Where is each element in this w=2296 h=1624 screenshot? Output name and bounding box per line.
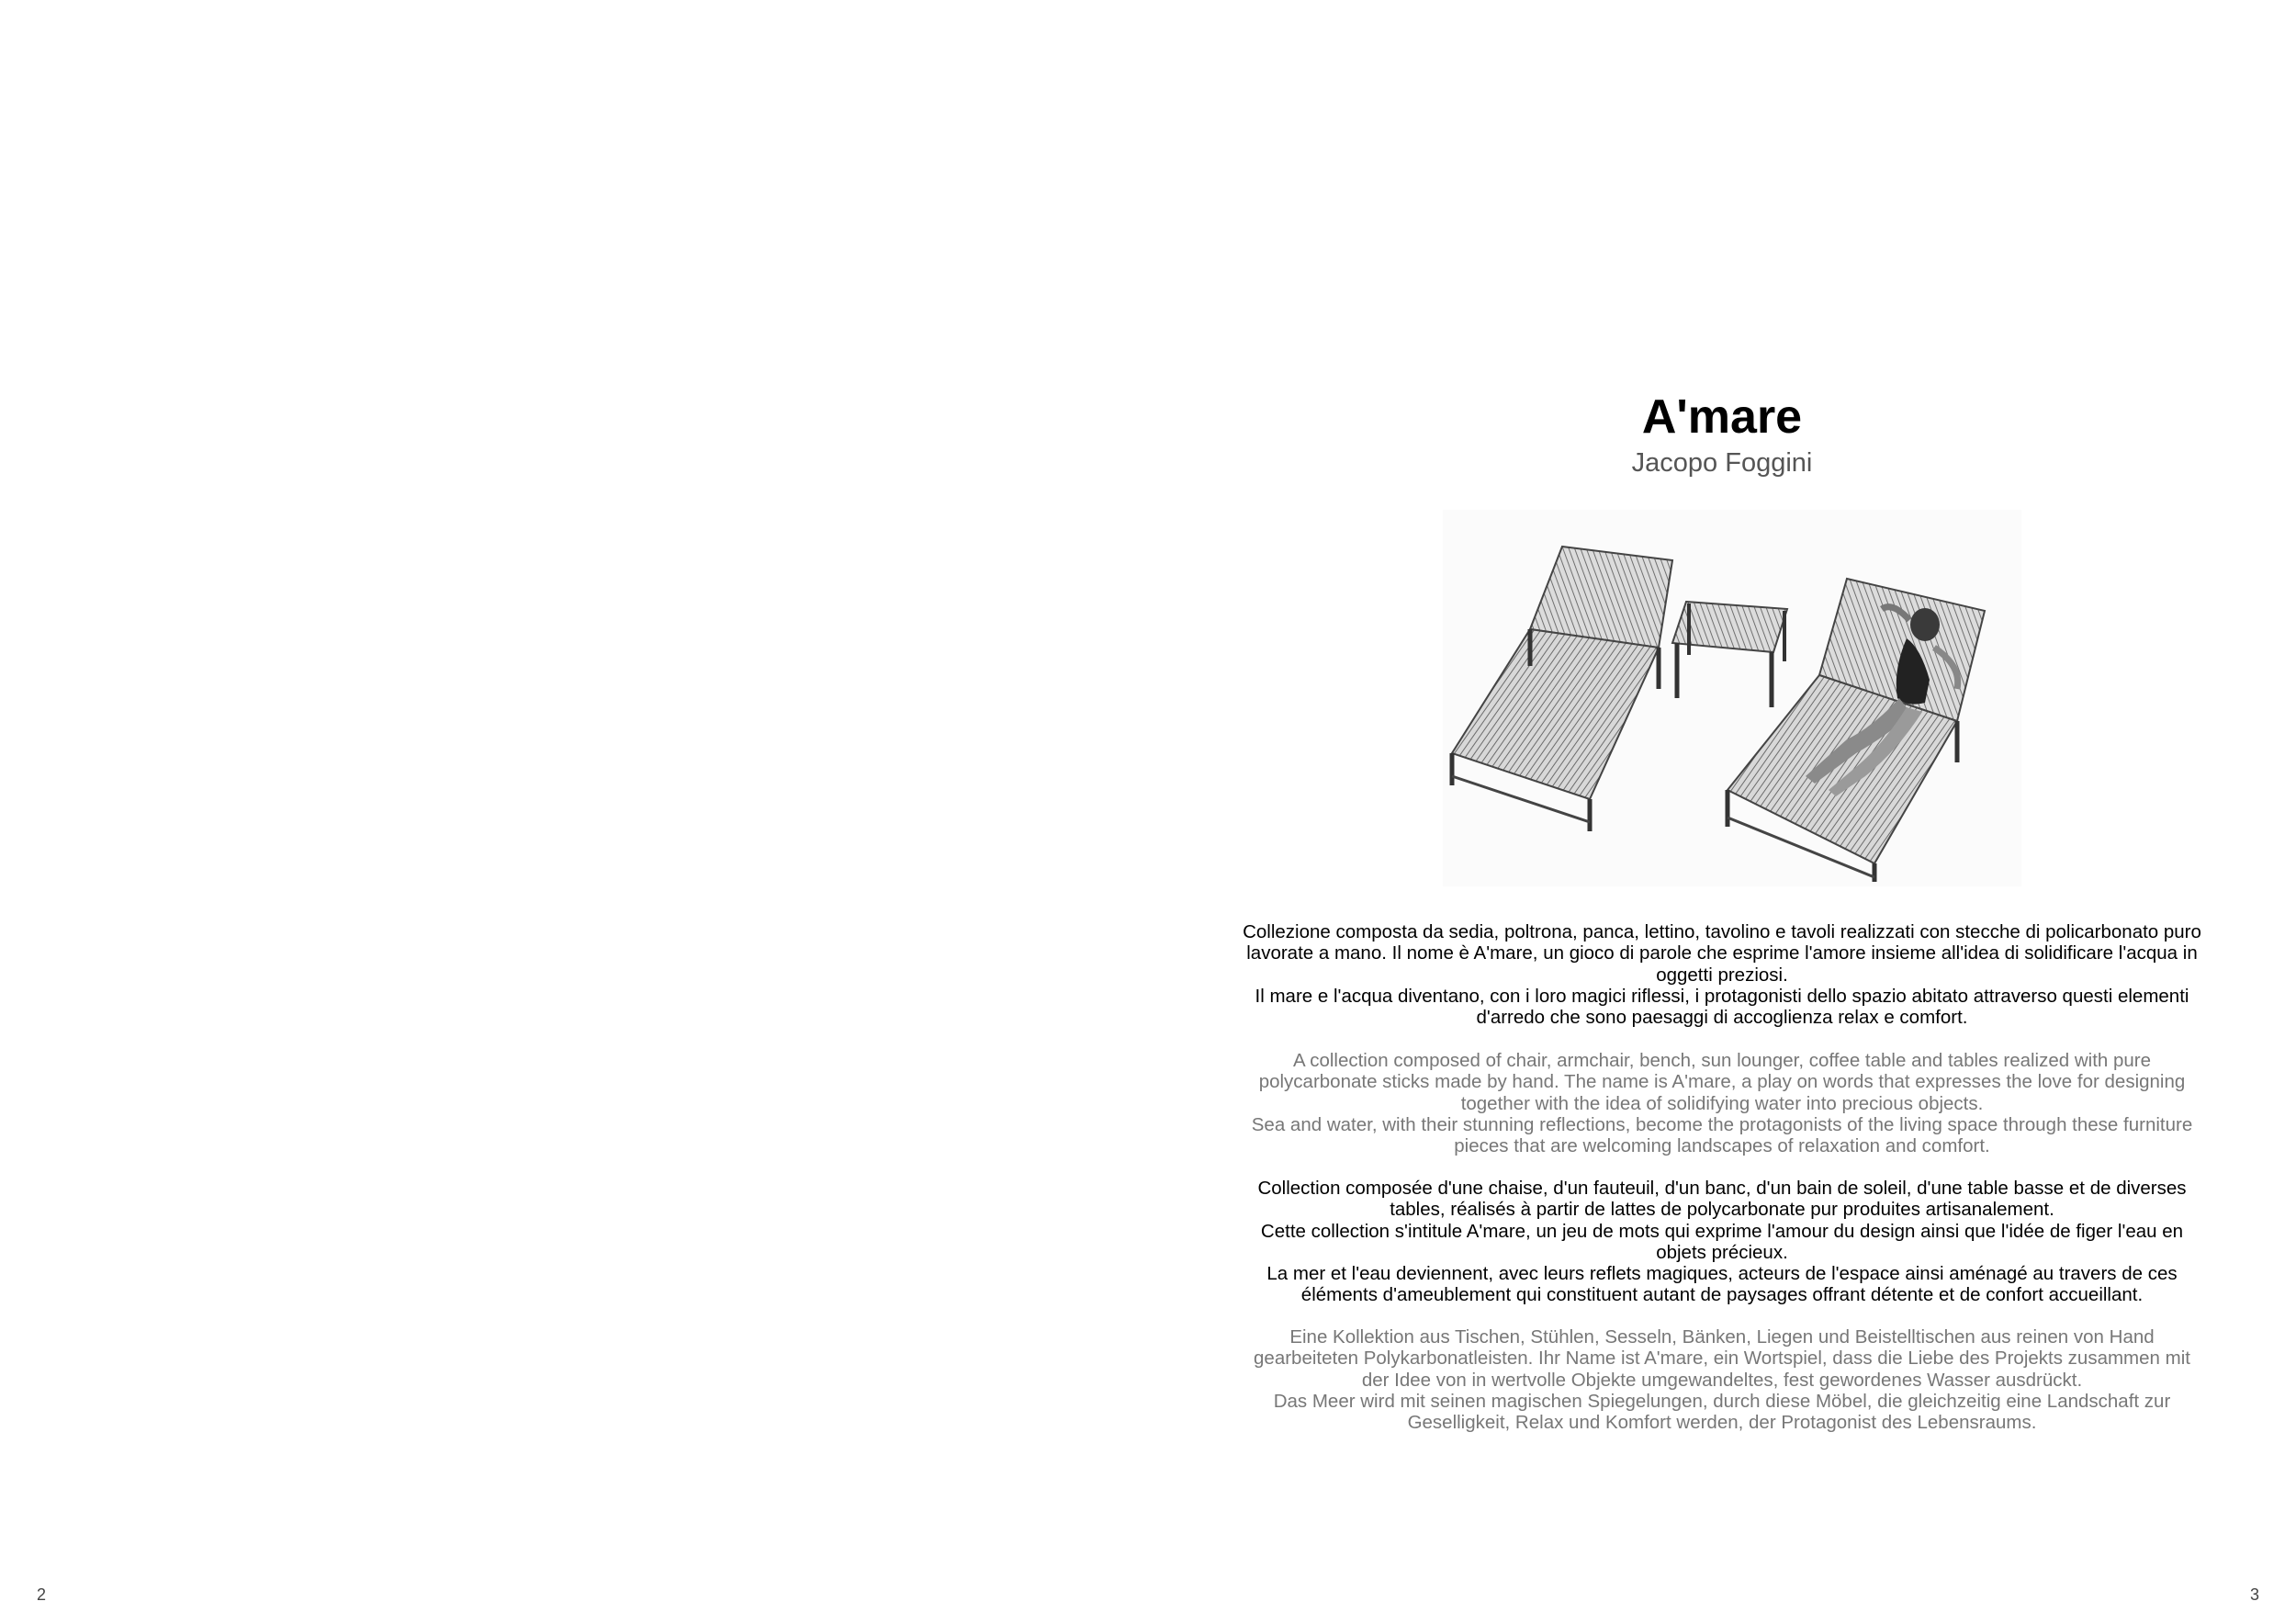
right-page xyxy=(1148,0,2296,1624)
description-french xyxy=(1240,1178,2204,1306)
description-english xyxy=(1240,1050,2204,1156)
description-french-p2: Cette collection s'intitule A'mare, un jeu de mots qui exprime l'amour du design ainsi que l'idée de figer l'eau en objets précieux. xyxy=(1260,1220,2184,1263)
product-photo xyxy=(1443,510,2021,886)
page-number-left: 2 xyxy=(37,1585,47,1604)
description-italian xyxy=(1240,921,2204,1028)
description-german-p1: Eine Kollektion aus Tischen, Stühlen, Sesseln, Bänken, Liegen und Beistelltischen aus reinen von Hand gearbeiteten Polykarbonatleisten. Ihr Name ist A'mare, ein Wortspiel, dass die Liebe des Projekts zusammen mit der Idee von in wertvolle Objekte umgewandeltes, fest gewordenes Wasser ausdrückt. xyxy=(1254,1326,2190,1391)
designer-name: Jacopo Foggini xyxy=(1631,448,1813,478)
description-french-p3: La mer et l'eau deviennent, avec leurs reflets magiques, acteurs de l'espace ainsi aménagé au travers de ces éléments d'ameublement qui constituent autant de paysages offrant détente et de confort accueillant. xyxy=(1266,1263,2178,1306)
description-german xyxy=(1240,1326,2204,1433)
description-english-p2: Sea and water, with their stunning reflections, become the protagonists of the living space through these furniture pieces that are welcoming landscapes of relaxation and comfort. xyxy=(1251,1113,2193,1157)
description-german-p2: Das Meer wird mit seinen magischen Spiegelungen, durch diese Möbel, die gleichzeitig eine Landschaft zur Geselligkeit, Relax und Komfort werden, der Protagonist des Lebensraums. xyxy=(1273,1390,2171,1434)
description-english-p1: A collection composed of chair, armchair, bench, sun lounger, coffee table and tables realized with pure polycarbonate sticks made by hand. The name is A'mare, a play on words that expresses the love for designing together with the idea of solidifying water into precious objects. xyxy=(1258,1050,2186,1114)
description-french-p1: Collection composée d'une chaise, d'un fauteuil, d'un banc, d'un bain de soleil, d'une table basse et de diverses tables, réalisés à partir de lattes de polycarbonate pur produites artisanalement. xyxy=(1257,1178,2187,1221)
page-number-right: 3 xyxy=(2249,1585,2259,1604)
description-italian-p1: Collezione composta da sedia, poltrona, panca, lettino, tavolino e tavoli realizzati con stecche di policarbonato puro lavorate a mano. Il nome è A'mare, un gioco di parole che esprime l'amore insieme all'idea di solidificare l'acqua in oggetti preziosi. xyxy=(1243,921,2201,986)
description-italian-p2: Il mare e l'acqua diventano, con i loro magici riflessi, i protagonisti dello spazio abitato attraverso questi elementi d'arredo che sono paesaggi di accoglienza relax e comfort. xyxy=(1255,985,2189,1029)
product-title: A'mare xyxy=(1641,390,1803,444)
